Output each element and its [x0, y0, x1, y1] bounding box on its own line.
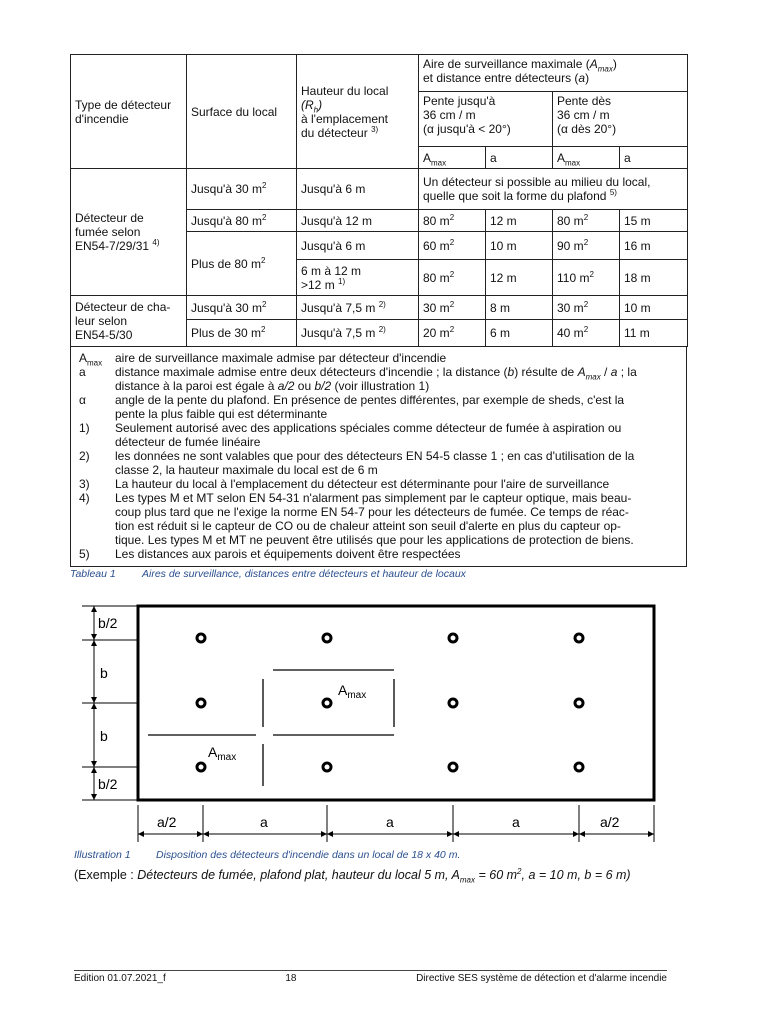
- detector-table: [70, 54, 688, 347]
- cell-hauteur: Jusqu'à 6 m: [297, 169, 419, 210]
- cell-amax: 110 $m^2$: [553, 260, 620, 296]
- cell-a: 15 m: [620, 210, 688, 232]
- cell-amax: 80 $m^2$: [419, 260, 486, 296]
- header-a-1: a: [486, 147, 553, 169]
- note-a: a distance maximale admise entre deux détecteurs d'incendie ; la distance (b) résulte de $A_{max}$ / a ; la distance à la paroi est égale à a/2 ou b/2 (voir illustration 1): [79, 365, 637, 393]
- dim-a-2: a: [386, 814, 394, 830]
- cell-a: 10 m: [486, 232, 553, 260]
- cell-hauteur: Jusqu'à 7,5 m $^{2)}$: [297, 320, 419, 347]
- cell-hauteur: Jusqu'à 7,5 m $^{2)}$: [297, 296, 419, 320]
- note-3: 3) La hauteur du local à l'emplacement du détecteur est déterminante pour l'aire de surveillance: [79, 477, 610, 491]
- cell-surface: Plus de 80 $m^2$: [187, 232, 297, 296]
- table-caption: Tableau 1 Aires de surveillance, distances entre détecteurs et hauteur de locaux: [70, 568, 466, 580]
- footer-document-title: Directive SES système de détection et d'alarme incendie: [416, 973, 667, 984]
- cell-a: 12 m: [486, 260, 553, 296]
- ring-detector-icon: [575, 699, 583, 707]
- cell-hauteur: Jusqu'à 6 m: [297, 232, 419, 260]
- ring-detector-icon: [449, 699, 457, 707]
- example-note: (Exemple : Détecteurs de fumée, plafond plat, hauteur du local 5 m, $A_{max} = 60$ $m^2$, a = 10 m, b = 6 m): [74, 866, 631, 885]
- ring-detector-icon: [323, 699, 331, 707]
- cell-amax: 60 $m^2$: [419, 232, 486, 260]
- footer-edition: Edition 01.07.2021_f: [74, 973, 166, 984]
- table-container: [70, 54, 687, 580]
- cell-surface: Jusqu'à 30 $m^2$: [187, 169, 297, 210]
- dim-a-1: a: [260, 814, 268, 830]
- horizontal-dimension: [138, 805, 654, 842]
- dim-b-half-top: b/2: [98, 615, 118, 631]
- table-row: [71, 296, 688, 320]
- row-type-fumee: Détecteur de fumée selon EN54-7/29/31 $^{4)}$: [71, 169, 187, 296]
- note-4: 4) Les types M et MT selon EN 54-31 n'alarment pas simplement par le capteur optique, mais beau- coup plus tard que ne l'exige la norme EN 54-7 pour les détecteurs de fumée. Ce temps de réac- tion est réduit si le capteur de CO ou de chaleur atteint son seuil d'alerte en plus du capteur op- tique. Les types M et MT ne peuvent être utilisés que pour les applications de protection de biens.: [79, 491, 634, 547]
- header-type: Type de détecteur d'incendie: [71, 55, 187, 169]
- ring-detector-icon: [323, 634, 331, 642]
- detector-layout-diagram: [60, 600, 660, 860]
- footer-page-number: 18: [285, 973, 297, 984]
- cell-amax: 90 $m^2$: [553, 232, 620, 260]
- dim-b-1: b: [100, 665, 108, 681]
- header-pente-1: Pente jusqu'à 36 cm / m (α jusqu'à < 20°): [419, 92, 553, 147]
- header-aire: Aire de surveillance maximale $(A_{max})$ et distance entre détecteurs (a): [419, 55, 688, 92]
- header-hauteur: Hauteur du local $(R_h)$ à l'emplacement du détecteur $^{3)}$: [297, 55, 419, 169]
- header-pente-2: Pente dès 36 cm / m (α dès 20°): [553, 92, 688, 147]
- cell-a: 11 m: [620, 320, 688, 347]
- table-row: [71, 169, 688, 210]
- cell-amax: 80 $m^2$: [419, 210, 486, 232]
- dim-a-3: a: [512, 814, 520, 830]
- header-amax-1: $A_{max}$: [419, 147, 486, 169]
- ring-detector-icon: [197, 634, 205, 642]
- cell-a: 8 m: [486, 296, 553, 320]
- amax-label-center: $A_{max}$: [338, 682, 367, 701]
- cell-hauteur: Jusqu'à 12 m: [297, 210, 419, 232]
- dim-b-half-bottom: b/2: [98, 776, 118, 792]
- cell-amax: 40 $m^2$: [553, 320, 620, 347]
- note-alpha: α angle de la pente du plafond. En présence de pentes différentes, par exemple de sheds, c'est la pente la plus faible qui est déterminante: [79, 393, 625, 421]
- cell-amax: 80 $m^2$: [553, 210, 620, 232]
- amax-label-corner: $A_{max}$: [208, 744, 237, 763]
- page-footer: [74, 970, 667, 984]
- note-2: 2) les données ne sont valables que pour des détecteurs EN 54-5 classe 1 ; en cas d'utilisation de la classe 2, la hauteur maximale du local est de 6 m: [79, 449, 635, 477]
- cell-a: 18 m: [620, 260, 688, 296]
- vertical-dimension: [82, 606, 138, 800]
- dim-a-half-left: a/2: [157, 814, 177, 830]
- header-a-2: a: [620, 147, 688, 169]
- header-surface: Surface du local: [187, 55, 297, 169]
- cell-amax: 20 $m^2$: [419, 320, 486, 347]
- ring-detector-icon: [449, 634, 457, 642]
- cell-amax: 30 $m^2$: [553, 296, 620, 320]
- row-type-chaleur: Détecteur de cha- leur selon EN54-5/30: [71, 296, 187, 347]
- cell-merged-note: Un détecteur si possible au milieu du local, quelle que soit la forme du plafond $^{5)}$: [419, 169, 688, 210]
- dim-b-2: b: [100, 728, 108, 744]
- cell-amax: 30 $m^2$: [419, 296, 486, 320]
- cell-surface: Jusqu'à 30 $m^2$: [187, 296, 297, 320]
- ring-detector-icon: [197, 699, 205, 707]
- ring-detector-icon: [449, 763, 457, 771]
- note-1: 1) Seulement autorisé avec des applications spéciales comme détecteur de fumée à aspiration ou détecteur de fumée linéaire: [79, 421, 622, 449]
- ring-detector-icon: [197, 763, 205, 771]
- cell-a: 10 m: [620, 296, 688, 320]
- cell-a: 6 m: [486, 320, 553, 347]
- detectors: [197, 634, 583, 771]
- illustration-caption: Illustration 1 Disposition des détecteurs d'incendie dans un local de 18 x 40 m.: [74, 849, 461, 861]
- cell-surface: Jusqu'à 80 $m^2$: [187, 210, 297, 232]
- note-5: 5) Les distances aux parois et équipements doivent être respectées: [79, 547, 461, 561]
- note-amax: $A_{max}$ aire de surveillance maximale admise par détecteur d'incendie: [79, 351, 447, 368]
- cell-a: 12 m: [486, 210, 553, 232]
- table-notes: [70, 347, 687, 567]
- cell-hauteur: 6 m à 12 m >12 m $^{1)}$: [297, 260, 419, 296]
- header-amax-2: $A_{max}$: [553, 147, 620, 169]
- amax-zone-lines: [148, 670, 394, 786]
- cell-surface: Plus de 30 $m^2$: [187, 320, 297, 347]
- ring-detector-icon: [575, 634, 583, 642]
- cell-a: 16 m: [620, 232, 688, 260]
- ring-detector-icon: [323, 763, 331, 771]
- ring-detector-icon: [575, 763, 583, 771]
- dim-a-half-right: a/2: [600, 814, 620, 830]
